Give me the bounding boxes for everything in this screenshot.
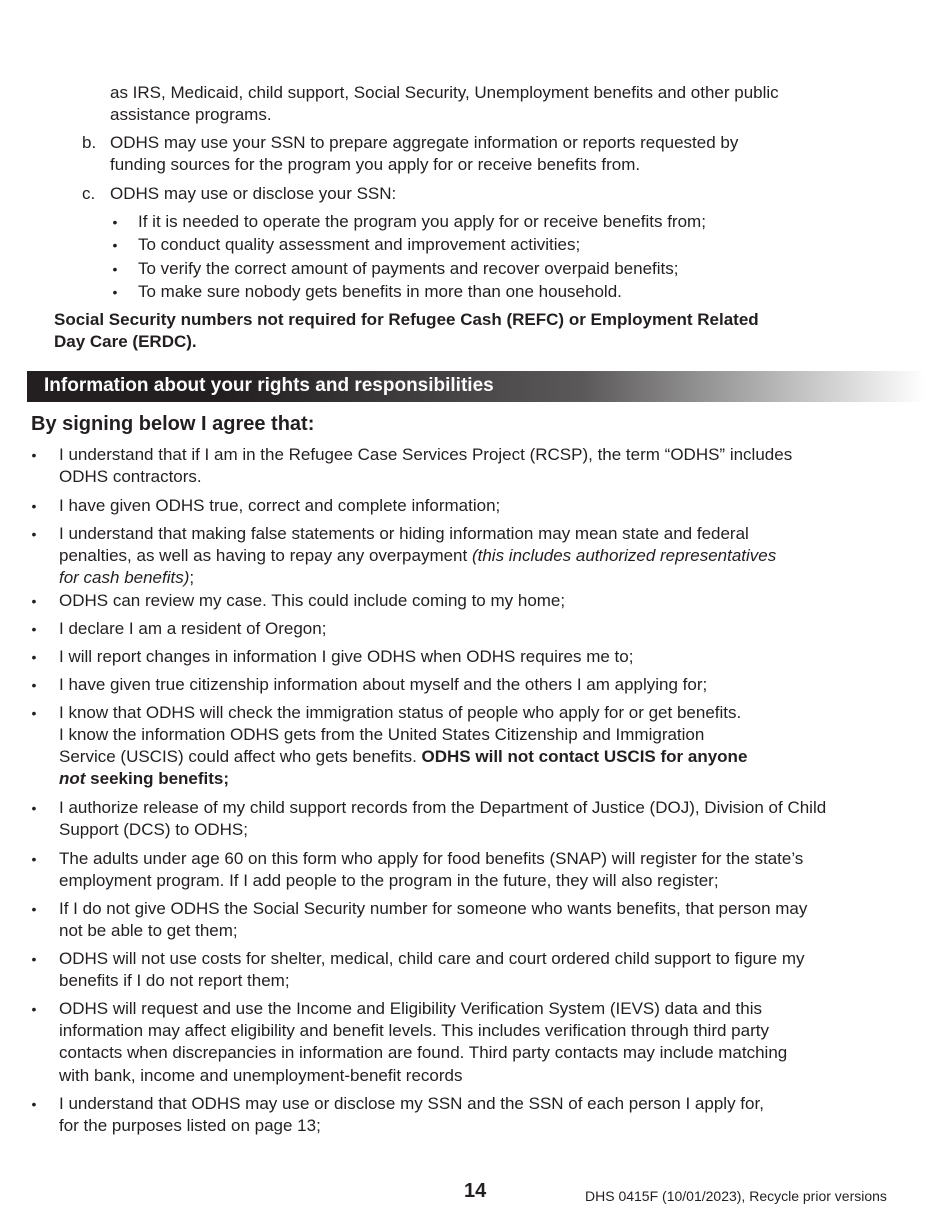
sub-bullet-text: To conduct quality assessment and improvement activities; xyxy=(138,235,581,254)
bullet-icon: • xyxy=(31,851,37,867)
agreement-item: I declare I am a resident of Oregon; xyxy=(59,619,327,638)
bullet-icon: • xyxy=(31,677,37,693)
agreement-item: I understand that if I am in the Refugee Case Services Project (RCSP), the term “ODHS” includes xyxy=(59,445,793,464)
bullet-icon: • xyxy=(31,800,37,816)
agreement-item: not seeking benefits; xyxy=(59,769,230,788)
bullet-icon: • xyxy=(31,1001,37,1017)
ssn-note: Day Care (ERDC). xyxy=(54,332,197,351)
bullet-icon: • xyxy=(112,284,118,300)
agreement-item: for cash benefits); xyxy=(59,568,195,587)
bullet-icon: • xyxy=(31,901,37,917)
agreement-item: Service (USCIS) could affect who gets benefits. ODHS will not contact USCIS for anyone xyxy=(59,747,748,766)
agreement-item: penalties, as well as having to repay any overpayment (this includes authorized representatives xyxy=(59,546,777,565)
bullet-icon: • xyxy=(112,261,118,277)
agreement-item: If I do not give ODHS the Social Security number for someone who wants benefits, that person may xyxy=(59,899,808,918)
agreement-item: employment program. If I add people to the program in the future, they will also register; xyxy=(59,871,719,890)
section-header-bar xyxy=(27,371,925,402)
item-c-text: ODHS may use or disclose your SSN: xyxy=(110,184,397,203)
agreement-item: I know that ODHS will check the immigration status of people who apply for or get benefits. xyxy=(59,703,742,722)
bullet-icon: • xyxy=(31,951,37,967)
bullet-icon: • xyxy=(31,526,37,542)
agreement-item: I understand that ODHS may use or disclose my SSN and the SSN of each person I apply for, xyxy=(59,1094,764,1113)
section-header-title: Information about your rights and responsibilities xyxy=(44,375,494,396)
agreement-item: I will report changes in information I give ODHS when ODHS requires me to; xyxy=(59,647,634,666)
ssn-note: Social Security numbers not required for Refugee Cash (REFC) or Employment Related xyxy=(54,310,759,329)
item-b-text: ODHS may use your SSN to prepare aggregate information or reports requested by xyxy=(110,133,739,152)
sub-bullet-text: To verify the correct amount of payments and recover overpaid benefits; xyxy=(138,259,679,278)
agreement-item: The adults under age 60 on this form who apply for food benefits (SNAP) will register for the state’s xyxy=(59,849,804,868)
agreement-item: I have given ODHS true, correct and complete information; xyxy=(59,496,501,515)
agreement-item: ODHS will request and use the Income and Eligibility Verification System (IEVS) data and this xyxy=(59,999,763,1018)
agreement-item: I authorize release of my child support records from the Department of Justice (DOJ), Division of Child xyxy=(59,798,827,817)
form-identifier: DHS 0415F (10/01/2023), Recycle prior versions xyxy=(585,1188,887,1204)
agreement-item: I understand that making false statements or hiding information may mean state and federal xyxy=(59,524,749,543)
sub-bullet-text: If it is needed to operate the program you apply for or receive benefits from; xyxy=(138,212,706,231)
item-b-marker: b. xyxy=(82,133,97,152)
continuation-line: assistance programs. xyxy=(110,105,272,124)
agreement-item: for the purposes listed on page 13; xyxy=(59,1116,321,1135)
agreement-item: with bank, income and unemployment-benefit records xyxy=(59,1066,463,1085)
sub-bullet-text: To make sure nobody gets benefits in more than one household. xyxy=(138,282,622,301)
agreement-item: I have given true citizenship information about myself and the others I am applying for; xyxy=(59,675,708,694)
bullet-icon: • xyxy=(31,447,37,463)
page-number: 14 xyxy=(464,1180,487,1202)
agreement-item: ODHS will not use costs for shelter, medical, child care and court ordered child support to figure my xyxy=(59,949,805,968)
agreement-item: benefits if I do not report them; xyxy=(59,971,290,990)
bullet-icon: • xyxy=(31,498,37,514)
section-subheading: By signing below I agree that: xyxy=(31,413,315,435)
bullet-icon: • xyxy=(31,705,37,721)
bullet-icon: • xyxy=(31,593,37,609)
agreement-item: Support (DCS) to ODHS; xyxy=(59,820,248,839)
agreement-item: ODHS can review my case. This could include coming to my home; xyxy=(59,591,566,610)
agreement-item: not be able to get them; xyxy=(59,921,238,940)
item-c-marker: c. xyxy=(82,184,96,203)
bullet-icon: • xyxy=(31,649,37,665)
continuation-line: as IRS, Medicaid, child support, Social Security, Unemployment benefits and other public xyxy=(110,83,779,102)
agreement-item: ODHS contractors. xyxy=(59,467,202,486)
bullet-icon: • xyxy=(112,214,118,230)
agreement-item: contacts when discrepancies in information are found. Third party contacts may include matching xyxy=(59,1043,788,1062)
bullet-icon: • xyxy=(112,237,118,253)
item-b-text: funding sources for the program you apply for or receive benefits from. xyxy=(110,155,641,174)
bullet-icon: • xyxy=(31,621,37,637)
agreement-item: information may affect eligibility and benefit levels. This includes verification through third party xyxy=(59,1021,769,1040)
bullet-icon: • xyxy=(31,1096,37,1112)
agreement-item: I know the information ODHS gets from the United States Citizenship and Immigration xyxy=(59,725,705,744)
